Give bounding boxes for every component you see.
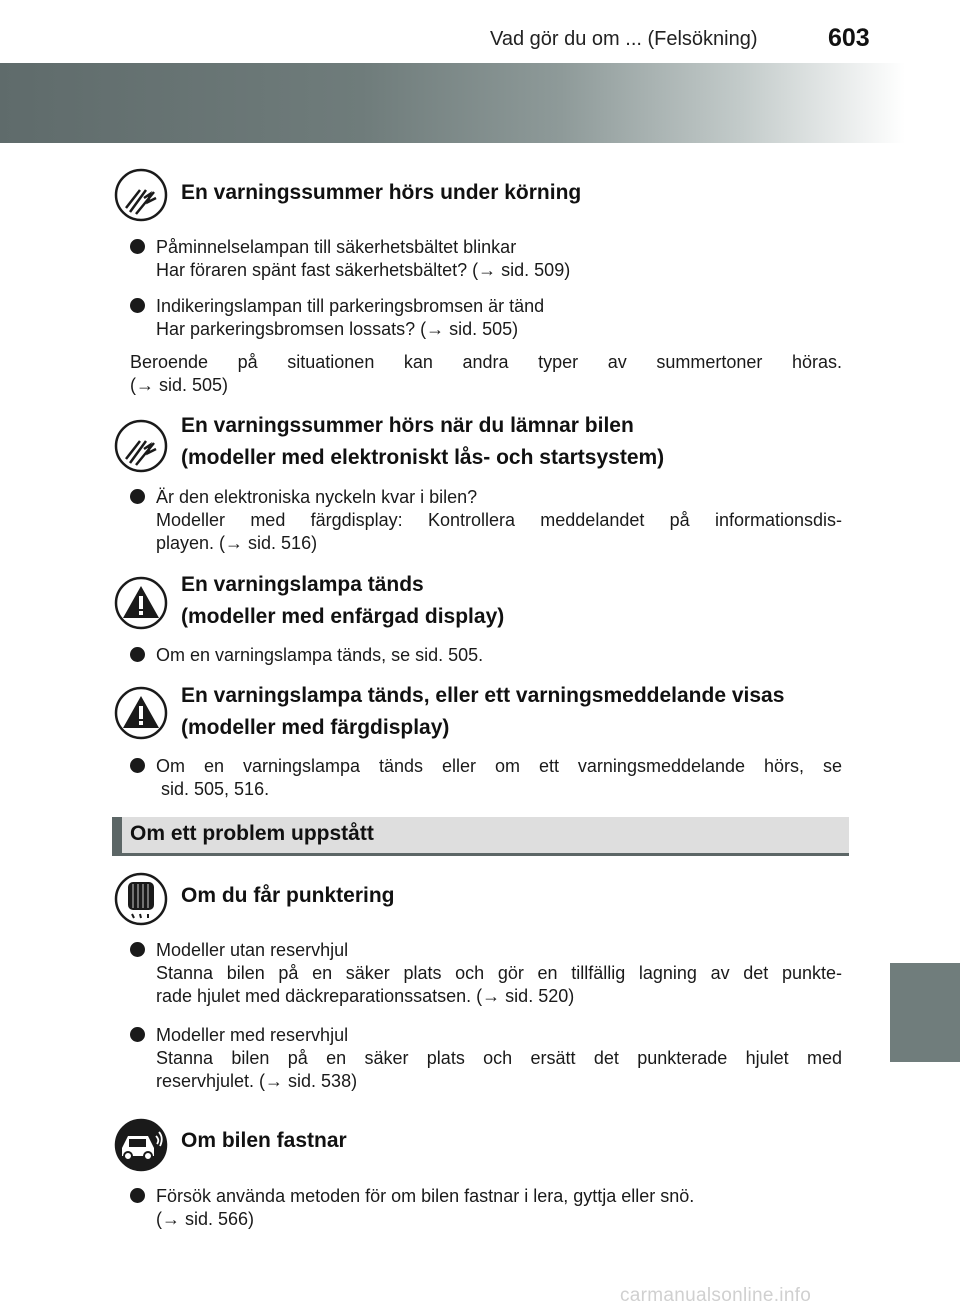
bullet-line: Är den elektroniska nyckeln kvar i bilen?	[156, 487, 478, 507]
heading-line: En varningslampa tänds	[181, 573, 424, 596]
section-title-bar	[112, 817, 849, 856]
bullet-line: Modeller med färgdisplay: Kontrollera meddelandet på informationsdis-	[156, 510, 842, 530]
heading-line: En varningssummer hörs när du lämnar bilen	[181, 414, 634, 437]
list-item	[130, 1185, 842, 1231]
bullet	[130, 489, 145, 504]
heading-line: (modeller med färgdisplay)	[181, 716, 450, 739]
bullet	[130, 1188, 145, 1203]
buzzer-icon	[114, 419, 168, 473]
heading-line: En varningslampa tänds, eller ett varningsmeddelande visas	[181, 684, 785, 707]
bullet-line: Modeller med reservhjul	[156, 1025, 349, 1045]
heading-line: (modeller med elektroniskt lås- och startsystem)	[181, 446, 665, 469]
section-heading: Om bilen fastnar	[181, 1129, 347, 1152]
bullet-line: Om en varningslampa tänds eller om ett varningsmeddelande hörs, se	[156, 756, 842, 776]
watermark: carmanualsonline.info	[620, 1285, 812, 1306]
section-title: Om ett problem uppstått	[130, 822, 374, 845]
bullet-line: Har parkeringsbromsen lossats? (→ sid. 505)	[156, 319, 519, 339]
list-item	[130, 644, 842, 667]
list-item	[130, 236, 842, 282]
bullet-line: Har föraren spänt fast säkerhetsbältet? (→ sid. 509)	[156, 260, 571, 280]
list-item	[130, 939, 842, 1008]
section-heading	[181, 680, 784, 744]
heading-line: (modeller med enfärgad display)	[181, 605, 505, 628]
warning-icon	[114, 686, 168, 740]
list-item	[130, 755, 842, 801]
bullet-line: Stanna bilen på en säker plats och gör en tillfällig lagning av det punkte-	[156, 963, 842, 983]
bullet-line: Påminnelselampan till säkerhetsbältet blinkar	[156, 237, 517, 257]
bullet	[130, 298, 145, 313]
header-banner	[0, 63, 905, 143]
bullet-line: Stanna bilen på en säker plats och ersätt det punkterade hjulet med	[156, 1048, 842, 1068]
chapter-title: Vad gör du om ... (Felsökning)	[490, 28, 758, 50]
paragraph	[130, 351, 842, 397]
paragraph-line: Beroende på situationen kan andra typer av summertoner höras.	[130, 352, 842, 372]
bullet-line: Om en varningslampa tänds, se sid. 505.	[156, 645, 484, 665]
list-item	[130, 486, 842, 555]
buzzer-icon	[114, 168, 168, 222]
paragraph-line: (→ sid. 505)	[130, 375, 229, 395]
list-item	[130, 295, 842, 341]
list-item	[130, 1024, 842, 1093]
bullet-line: Modeller utan reservhjul	[156, 940, 349, 960]
section-heading: En varningssummer hörs under körning	[181, 181, 582, 204]
bullet	[130, 1027, 145, 1042]
bullet-line: Indikeringslampan till parkeringsbromsen är tänd	[156, 296, 545, 316]
bullet-line: (→ sid. 566)	[156, 1209, 255, 1229]
stuck-car-icon	[114, 1118, 168, 1172]
bullet-line: playen. (→ sid. 516)	[156, 533, 318, 553]
bullet	[130, 942, 145, 957]
section-title-marker	[112, 817, 122, 853]
chapter-tab	[890, 963, 960, 1062]
bullet-line: sid. 505, 516.	[156, 779, 270, 799]
bullet	[130, 758, 145, 773]
section-heading	[181, 569, 504, 633]
bullet-line: Försök använda metoden för om bilen fastnar i lera, gyttja eller snö.	[156, 1186, 695, 1206]
bullet-line: rade hjulet med däckreparationssatsen. (→ sid. 520)	[156, 986, 575, 1006]
warning-icon	[114, 576, 168, 630]
section-heading	[181, 410, 664, 474]
page-number: 603	[828, 24, 870, 52]
section-heading: Om du får punktering	[181, 884, 395, 907]
tire-icon	[114, 872, 168, 926]
bullet-line: reservhjulet. (→ sid. 538)	[156, 1071, 358, 1091]
bullet	[130, 239, 145, 254]
bullet	[130, 647, 145, 662]
